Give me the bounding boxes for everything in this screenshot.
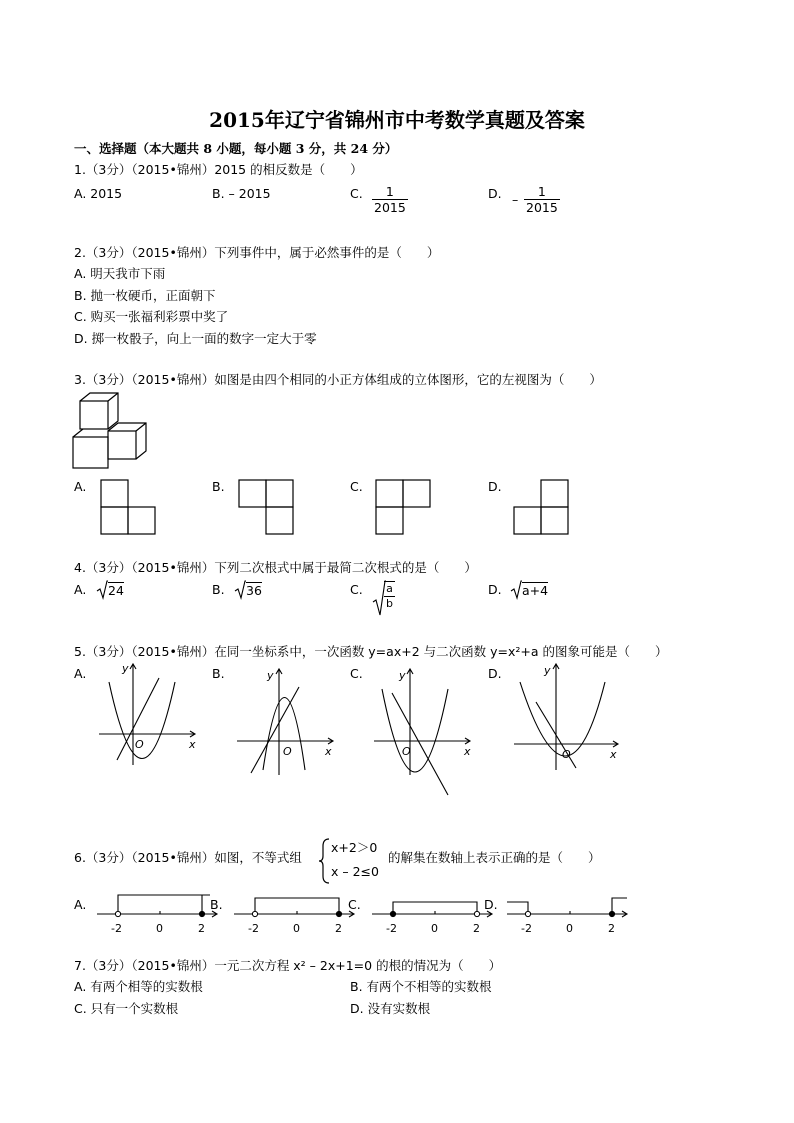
q4-option-b[interactable]: B.: [212, 582, 225, 597]
q1-option-b[interactable]: B. – 2015: [212, 186, 271, 201]
q4-d-radical-icon: [510, 580, 522, 600]
q6-option-d-numberline: [505, 890, 630, 935]
q6-option-c[interactable]: C.: [348, 897, 361, 912]
q5-option-a-graph: [95, 660, 205, 770]
q1-d-numerator: 1: [537, 184, 546, 199]
q3-option-d[interactable]: D.: [488, 479, 502, 494]
q1-d-denominator: 2015: [526, 200, 558, 215]
q6-stem-prefix: 6.（3分）（2015•锦州）如图，不等式组: [74, 850, 302, 865]
q6-c-tick-0: 0: [431, 922, 438, 935]
q4-c-fraction: [384, 581, 395, 611]
q6-d-tick-neg2: -2: [521, 922, 532, 935]
q5-option-c-graph: [370, 665, 480, 810]
q3-option-b-figure: [238, 479, 296, 535]
q3-option-c-figure: [375, 479, 433, 535]
q6-option-b[interactable]: B.: [210, 897, 223, 912]
q5-b-x-label: x: [325, 745, 332, 758]
q1-option-c-label[interactable]: C.: [350, 186, 363, 201]
q6-a-tick-2: 2: [198, 922, 205, 935]
q5-option-a[interactable]: A.: [74, 666, 87, 681]
q5-d-x-label: x: [610, 748, 617, 761]
q1-option-a[interactable]: A. 2015: [74, 186, 123, 201]
q6-brace-icon: [318, 838, 330, 884]
q1-c-numerator: 1: [385, 184, 394, 199]
q5-c-y-label: y: [399, 669, 406, 682]
q7-stem: 7.（3分）（2015•锦州）一元二次方程 x² – 2x+1=0 的根的情况为（ ）: [74, 958, 502, 973]
q1-option-d-label[interactable]: D.: [488, 186, 502, 201]
q5-option-c[interactable]: C.: [350, 666, 363, 681]
q6-b-tick-neg2: -2: [248, 922, 259, 935]
q6-b-tick-2: 2: [335, 922, 342, 935]
q5-c-x-label: x: [464, 745, 471, 758]
q4-option-d[interactable]: D.: [488, 582, 502, 597]
q6-c-tick-neg2: -2: [386, 922, 397, 935]
q2-stem: 2.（3分）（2015•锦州）下列事件中，属于必然事件的是（ ）: [74, 245, 440, 260]
q5-a-x-label: x: [189, 738, 196, 751]
q5-d-origin-label: O: [562, 748, 571, 761]
q6-a-tick-neg2: -2: [111, 922, 122, 935]
q1-option-c-fraction: [372, 184, 408, 215]
q1-option-d-fraction: [524, 184, 560, 215]
q5-a-y-label: y: [122, 662, 129, 675]
q5-stem: 5.（3分）（2015•锦州）在同一坐标系中，一次函数 y=ax+2 与二次函数 y=x²+a 的图象可能是（ ）: [74, 644, 668, 659]
q6-d-tick-2: 2: [608, 922, 615, 935]
q3-option-d-figure: [513, 479, 571, 535]
q6-a-tick-0: 0: [156, 922, 163, 935]
q7-option-a[interactable]: A. 有两个相等的实数根: [74, 979, 203, 994]
q6-option-a[interactable]: A.: [74, 897, 87, 912]
q4-b-radicand: 36: [246, 583, 262, 598]
q7-option-d[interactable]: D. 没有实数根: [350, 1001, 431, 1016]
q4-option-a[interactable]: A.: [74, 582, 87, 597]
q4-a-radical-icon: [96, 580, 108, 600]
q5-b-y-label: y: [267, 669, 274, 682]
q6-inequality-1: x+2＞0: [331, 840, 378, 855]
q5-option-d[interactable]: D.: [488, 666, 502, 681]
q1-stem: 1.（3分）（2015•锦州）2015 的相反数是（ ）: [74, 162, 363, 177]
q7-option-c[interactable]: C. 只有一个实数根: [74, 1001, 179, 1016]
section-heading: 一、选择题（本大题共 8 小题，每小题 3 分，共 24 分）: [74, 141, 398, 156]
q1-d-sign: –: [512, 192, 519, 207]
q3-option-c[interactable]: C.: [350, 479, 363, 494]
q5-a-origin-label: O: [135, 738, 144, 751]
q1-c-denominator: 2015: [374, 200, 406, 215]
q5-option-b-graph: [233, 665, 343, 775]
q5-option-b[interactable]: B.: [212, 666, 225, 681]
q4-stem: 4.（3分）（2015•锦州）下列二次根式中属于最简二次根式的是（ ）: [74, 560, 477, 575]
q7-option-b[interactable]: B. 有两个不相等的实数根: [350, 979, 492, 994]
q5-d-y-label: y: [544, 664, 551, 677]
q6-option-d[interactable]: D.: [484, 897, 498, 912]
q4-c-numerator: a: [386, 582, 393, 595]
q4-d-radicand: a+4: [522, 583, 549, 598]
q2-option-b[interactable]: B. 抛一枚硬币，正面朝下: [74, 288, 216, 303]
q6-option-a-numberline: [95, 890, 220, 935]
q3-option-b[interactable]: B.: [212, 479, 225, 494]
q2-option-a[interactable]: A. 明天我市下雨: [74, 266, 166, 281]
q3-cube-figure: [70, 393, 152, 473]
q6-b-tick-0: 0: [293, 922, 300, 935]
q3-option-a[interactable]: A.: [74, 479, 87, 494]
q4-c-denominator: b: [386, 597, 393, 610]
q2-option-c[interactable]: C. 购买一张福利彩票中奖了: [74, 309, 229, 324]
q6-stem-suffix: 的解集在数轴上表示正确的是（ ）: [388, 850, 601, 865]
q6-option-b-numberline: [232, 890, 357, 935]
q6-c-tick-2: 2: [473, 922, 480, 935]
q3-option-a-figure: [100, 479, 158, 535]
q2-option-d[interactable]: D. 掷一枚骰子，向上一面的数字一定大于零: [74, 331, 317, 346]
q3-stem: 3.（3分）（2015•锦州）如图是由四个相同的小正方体组成的立体图形，它的左视图为（ ）: [74, 372, 602, 387]
q5-c-origin-label: O: [402, 745, 411, 758]
q6-option-c-numberline: [370, 890, 495, 935]
q4-a-radicand: 24: [108, 583, 124, 598]
document-title: 2015年辽宁省锦州市中考数学真题及答案: [209, 108, 585, 132]
q5-b-origin-label: O: [283, 745, 292, 758]
q4-b-radical-icon: [234, 580, 246, 600]
q6-inequality-2: x – 2≤0: [331, 864, 379, 879]
q4-option-c[interactable]: C.: [350, 582, 363, 597]
q5-option-d-graph: [510, 660, 625, 775]
q6-d-tick-0: 0: [566, 922, 573, 935]
